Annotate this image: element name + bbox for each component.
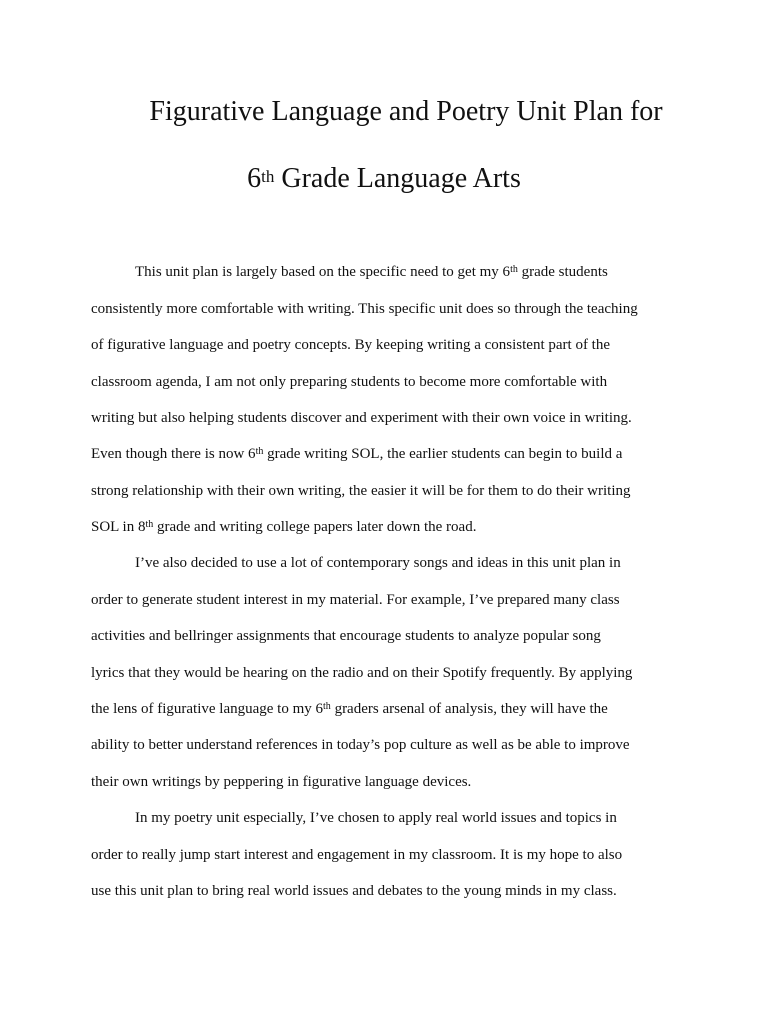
paragraph-1-line-4: classroom agenda, I am not only preparing students to become more comfortable with [91,374,608,390]
text-segment: graders arsenal of analysis, they will have the [330,701,608,717]
paragraph-1-line-7: strong relationship with their own writing, the easier it will be for them to do their writing [91,483,631,499]
paragraph-1-line-8 [91,518,476,538]
title-grade-rest: Grade Language Arts [274,163,521,194]
text-segment: grade and writing college papers later down the road. [153,519,477,535]
ordinal-suffix: th [255,446,264,457]
title-line-1: Figurative Language and Poetry Unit Plan for [149,96,663,127]
ordinal-suffix: th [323,701,331,712]
text-segment: This unit plan is largely based on the specific need to get my 6 [135,264,511,280]
paragraph-2-line-1: I’ve also decided to use a lot of contemporary songs and ideas in this unit plan in [135,555,621,571]
paragraph-1-line-5: writing but also helping students discover and experiment with their own voice in writing. [91,410,632,426]
paragraph-1-line-3: of figurative language and poetry concepts. By keeping writing a consistent part of the [91,337,611,353]
paragraph-3-line-1: In my poetry unit especially, I’ve chosen to apply real world issues and topics in [135,810,617,826]
text-segment: grade writing SOL, the earlier students can begin to build a [263,446,623,462]
title-ordinal-suffix: th [261,167,275,186]
text-segment: SOL in 8 [91,519,146,535]
text-segment: grade students [517,264,608,280]
text-segment: Even though there is now 6 [91,446,256,462]
ordinal-suffix: th [510,264,518,275]
paragraph-2-line-2: order to generate student interest in my material. For example, I’ve prepared many class [91,592,620,608]
paragraph-1-line-1 [135,263,608,283]
paragraph-2-line-7: their own writings by peppering in figurative language devices. [91,774,472,790]
title-grade-number: 6 [247,163,262,194]
text-segment: the lens of figurative language to my 6 [91,701,324,717]
paragraph-2-line-6: ability to better understand references in today’s pop culture as well as be able to improve [91,737,630,753]
ordinal-suffix: th [145,519,154,530]
paragraph-1-line-6 [91,445,622,465]
paragraph-3-line-3: use this unit plan to bring real world issues and debates to the young minds in my class. [91,883,617,899]
paragraph-2-line-5 [91,700,608,720]
paragraph-3-line-2: order to really jump start interest and engagement in my classroom. It is my hope to also [91,847,623,863]
paragraph-1-line-2: consistently more comfortable with writing. This specific unit does so through the teaching [91,301,638,317]
title-line-2 [0,162,768,199]
paragraph-2-line-4: lyrics that they would be hearing on the radio and on their Spotify frequently. By applying [91,665,633,681]
paragraph-2-line-3: activities and bellringer assignments that encourage students to analyze popular song [91,628,601,644]
